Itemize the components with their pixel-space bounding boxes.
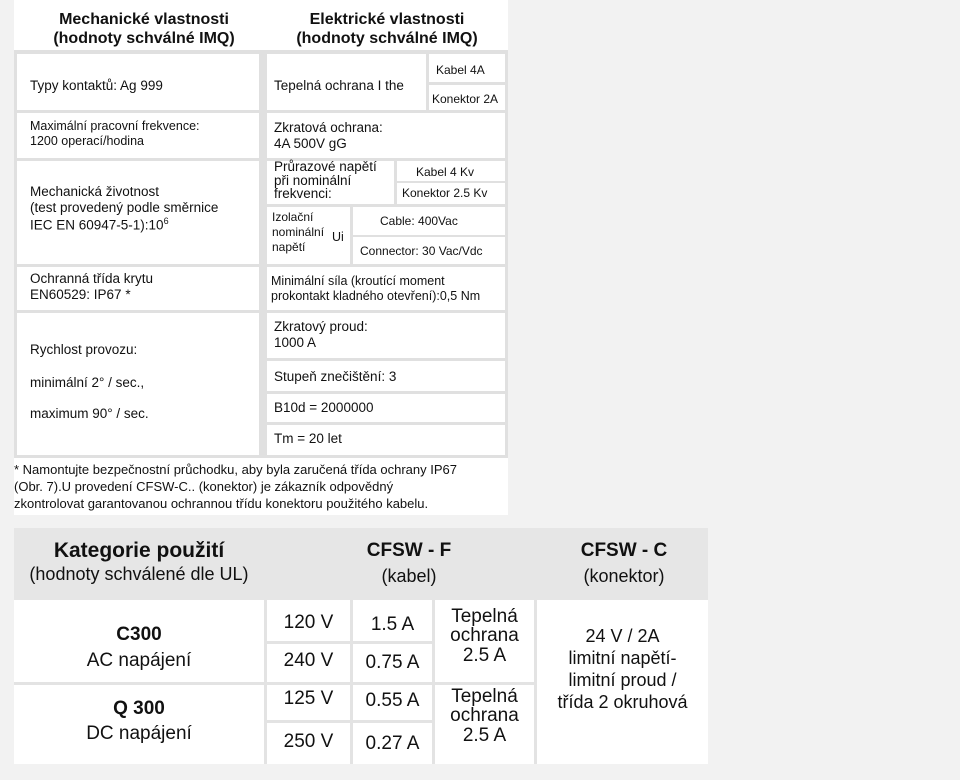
- insulation-symbol: Ui: [332, 230, 344, 244]
- speed-title: Rychlost provozu:: [30, 342, 138, 357]
- b10d-value: B10d = 2000000: [274, 400, 374, 415]
- protection-class: Ochranná třída krytu EN60529: IP67 *: [30, 271, 154, 302]
- ac-current: 0.75 A: [365, 652, 420, 673]
- ac-category-code: C300: [116, 624, 162, 645]
- speed-min: minimální 2° / sec.,: [30, 375, 145, 390]
- minimum-force: Minimální síla (kroutící moment prokontakt kladného otevření):0,5 Nm: [271, 274, 481, 303]
- dc-thermal-protection: Tepelná ochrana 2.5 A: [450, 686, 519, 746]
- row-divider: [267, 391, 508, 394]
- dc-current: 0.55 A: [365, 690, 420, 711]
- cell-divider: [394, 161, 397, 205]
- row-separator: [267, 682, 534, 685]
- cfsw-c-subtitle: (konektor): [583, 565, 665, 586]
- dc-voltage: 250 V: [283, 731, 334, 752]
- properties-table: [14, 0, 508, 515]
- dc-category-code: Q 300: [113, 698, 165, 719]
- electrical-header: Elektrické vlastnosti (hodnoty schválné IMQ): [296, 11, 478, 48]
- cfsw-f-subtitle: (kabel): [381, 565, 437, 586]
- ac-category-name: AC napájení: [86, 650, 192, 671]
- cfsw-c-title: CFSW - C: [580, 540, 668, 561]
- table-border: [505, 50, 508, 458]
- ac-thermal-protection: Tepelná ochrana 2.5 A: [450, 606, 519, 666]
- row-divider: [14, 310, 508, 313]
- dc-voltage: 125 V: [283, 688, 334, 709]
- category-header: [14, 538, 264, 586]
- cell-divider: [429, 82, 505, 85]
- ac-voltage: 120 V: [283, 612, 334, 633]
- thermal-protection-label: Tepelná ochrana I the: [274, 78, 404, 93]
- pollution-degree: Stupeň znečištění: 3: [274, 369, 397, 384]
- category-title: Kategorie použití: [53, 539, 225, 562]
- row-divider: [14, 50, 508, 54]
- ac-current: 1.5 A: [370, 614, 415, 635]
- dc-current: 0.27 A: [365, 733, 420, 754]
- insulation-connector-value: Connector: 30 Vac/Vdc: [360, 244, 483, 258]
- short-circuit-current: Zkratový proud: 1000 A: [274, 319, 368, 350]
- insulation-voltage-label: Izolační nominální napětí: [272, 210, 325, 254]
- mechanical-life: Mechanická životnost (test provedený podle směrnice IEC EN $60947-5-1):10^6$: [30, 184, 219, 233]
- surge-connector-value: Konektor 2.5 Kv: [402, 186, 488, 200]
- thermal-connector-value: Konektor 2A: [432, 92, 499, 106]
- tm-value: Tm = 20 let: [274, 431, 342, 446]
- speed-max: maximum 90° / sec.: [30, 406, 149, 421]
- cell-divider: [397, 181, 505, 183]
- cell-divider: [267, 204, 505, 207]
- mechanical-life-exponent: 6: [163, 215, 169, 226]
- ul-categories-table: [14, 528, 708, 764]
- connector-spec: 24 V / 2A limitní napětí- limitní proud / třída 2 okruhová: [557, 626, 688, 712]
- insulation-cable-value: Cable: 400Vac: [380, 214, 458, 228]
- row-divider: [14, 158, 508, 161]
- cfsw-f-title: CFSW - F: [366, 540, 452, 561]
- cfsw-c-header: [544, 538, 704, 588]
- dc-category-name: DC napájení: [86, 723, 192, 744]
- surge-voltage-label: Průrazové napětí při nominální frekvenci:: [274, 159, 377, 201]
- mechanical-header: Mechanické vlastnosti (hodnoty schválné IMQ): [53, 11, 235, 48]
- table-border: [14, 50, 17, 458]
- row-separator: [267, 641, 432, 644]
- row-divider: [14, 264, 508, 267]
- row-separator: [267, 720, 432, 723]
- surge-cable-value: Kabel 4 Kv: [416, 165, 475, 179]
- row-divider: [14, 455, 508, 458]
- short-circuit-protection: Zkratová ochrana: 4A 500V gG: [274, 120, 383, 151]
- thermal-cable-value: Kabel 4A: [436, 63, 485, 77]
- row-divider: [14, 110, 508, 113]
- ac-voltage: 240 V: [283, 650, 334, 671]
- cell-divider: [353, 235, 505, 237]
- category-subtitle: (hodnoty schválené dle UL): [29, 564, 249, 585]
- footnote: * Namontujte bezpečnostní průchodku, aby byla zaručená třída ochrany IP67 (Obr. 7).U provedení CFSW-C.. (konektor) je zákazník odpovědný zkontrolovat garantovanou ochrannou třídu konektoru použitého kabelu.: [14, 462, 457, 511]
- contact-types: Typy kontaktů: Ag 999: [30, 78, 163, 93]
- cfsw-f-header: [334, 538, 484, 588]
- row-divider: [267, 422, 508, 425]
- max-frequency: Maximální pracovní frekvence: 1200 operací/hodina: [30, 119, 200, 148]
- row-divider: [267, 358, 508, 361]
- row-separator: [14, 682, 264, 685]
